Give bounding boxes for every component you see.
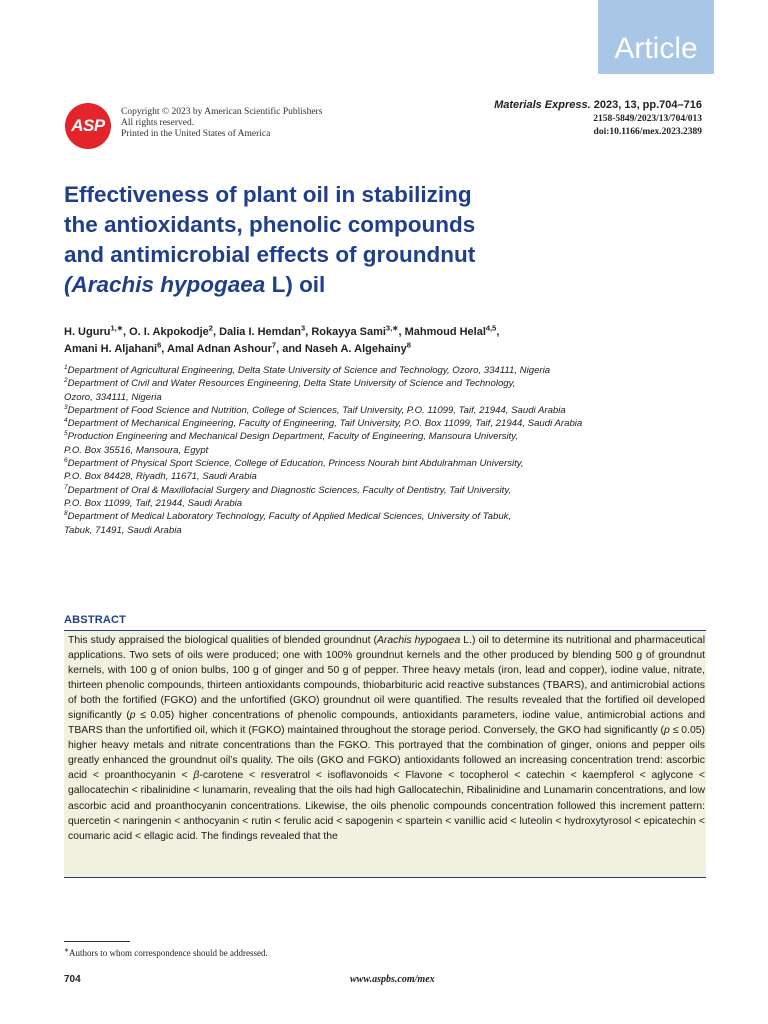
- doi: doi:10.1166/mex.2023.2389: [593, 127, 702, 137]
- author: Mahmoud Helal$^{4,5}$,: [404, 323, 500, 338]
- title-paren-open: (: [64, 272, 72, 297]
- journal-website: www.aspbs.com/mex: [350, 974, 435, 985]
- copyright-notice: [121, 107, 322, 140]
- author: Dalia I. Hemdan$^3$,: [219, 323, 312, 338]
- paper-title: [64, 180, 624, 300]
- abstract-heading: ABSTRACT: [64, 614, 127, 626]
- author: Amani H. Aljahani$^6$,: [64, 340, 167, 355]
- author: Amal Adnan Ashour$^7$, and: [167, 340, 305, 355]
- title-species: Arachis hypogaea: [71, 272, 266, 297]
- author: Naseh A. Algehainy$^8$: [304, 340, 411, 355]
- title-line: Effectiveness of plant oil in stabilizing: [64, 182, 472, 207]
- author: O. I. Akpokodje$^2$,: [129, 323, 220, 338]
- affiliation: $^7$Department of Oral & Maxillofacial Surgery and Diagnostic Sciences, Faculty of Dentistry, Taif University, P.O. Box 11099, Taif, 21944, Saudi Arabia: [64, 483, 512, 509]
- journal-citation: [494, 97, 702, 113]
- issn: 2158-5849/2023/13/704/013: [593, 114, 702, 124]
- affiliation: $^3$Department of Food Science and Nutrition, College of Sciences, Taif University, P.O. 11099, Taif, 21944, Saudi Arabia: [64, 403, 566, 416]
- affiliation: $^6$Department of Physical Sport Science, College of Education, Princess Nourah bint Abdulrahman University, P.O. Box 84428, Riyadh, 11671, Saudi Arabia: [64, 456, 524, 483]
- page-number: 704: [64, 974, 81, 985]
- copyright-line: Copyright © 2023 by American Scientific Publishers: [121, 107, 323, 117]
- affiliation: $^8$Department of Medical Laboratory Technology, Faculty of Applied Medical Sciences, University of Tabuk, Tabuk, 71491, Saudi Arabia: [64, 510, 512, 536]
- author: Rokayya Sami$^{3,∗}$,: [311, 323, 405, 338]
- title-line: the antioxidants, phenolic compounds: [64, 212, 476, 237]
- abstract-text: This study appraised the biological qualities of blended groundnut (Arachis hypogaea L.) oil to determine its nutritional and pharmaceutical applications. Two sets of oils were produced; one with 100% groundnut kernels and the other produced by blending 500 g of groundnut kernels, with 100 g of onion bulbs, 100 g of ginger and 50 g of pepper. Three heavy metals (iron, lead and copper), iodine value, nitrate, thirteen phenolic compounds, thirteen antioxidants compounds, thiobarbituric acid reactive substances (TBARS), and antimicrobial actions of both the fortified (FGKO) and the unfortified (GKO) groundnut oil were quantified. The results revealed that the fortified oil developed significantly (p ≤ 0.05) higher concentrations of phenolic compounds, antioxidants parameters, iodine value, antimicrobial actions and TBARS than the unfortified oil, which it (FGKO) maintained throughout the storage period. Conversely, the GKO had significantly (p ≤ 0.05) higher heavy metals and nitrate concentrations than the FGKO. This portrayed that the combination of ginger, onions and pepper oils greatly enhanced the groundnut oil’s quality. The oils (GKO and FGKO) antioxidants followed an increasing concentration trend: ascorbic acid < proanthocyanin < β-carotene < resveratrol < isoflavonoids < Flavone < tocopherol < catechin < kaempferol < aglycone < gallocatechin < ribalinidine < lunamarin, revealing that the oils had high Gallocatechin, Ribalinidine and Lunamarin concentrations, and low ascorbic acid and proanthocyanin concentrations. Likewise, the oils phenolic compounds concentration followed this increment pattern: quercetin < naringenin < anthocyanin < rutin < ferulic acid < sapogenin < spartein < vanillic acid < luteolin < hydroxytyrosol < epicatechin < coumaric acid < ellagic acid. The findings revealed that the: [68, 635, 705, 842]
- affiliation: $^1$Department of Agricultural Engineering, Delta State University of Science and Technology, Ozoro, 334111, Nigeria: [64, 363, 551, 376]
- affiliation: $^5$Production Engineering and Mechanical Design Department, Faculty of Engineering, Mansoura University, P.O. Box 35516, Mansoura, Egypt: [64, 430, 519, 456]
- journal-info: [494, 97, 702, 138]
- article-type-tab: [598, 0, 714, 74]
- affiliation-list: [64, 364, 714, 537]
- affiliation: $^4$Department of Mechanical Engineering, Faculty of Engineering, Taif University, P.O. Box 11099, Taif, 21944, Saudi Arabia: [64, 417, 583, 430]
- article-type-label: Article: [614, 32, 698, 65]
- publisher-logo: [65, 103, 111, 149]
- footnote: ∗Authors to whom correspondence should be addressed.: [64, 948, 268, 958]
- abstract-box: [64, 630, 706, 878]
- footnote-divider: [64, 941, 130, 942]
- copyright-line: Printed in the United States of America: [121, 129, 271, 139]
- author-list: [64, 324, 704, 358]
- publisher-logo-text: ASP: [71, 116, 105, 135]
- title-line: [64, 270, 624, 300]
- affiliation: $^2$Department of Civil and Water Resources Engineering, Delta State University of Science and Technology, Ozoro, 334111, Nigeria: [64, 377, 516, 403]
- copyright-line: All rights reserved.: [121, 118, 195, 128]
- author: H. Uguru$^{1,∗}$,: [64, 323, 130, 338]
- title-line: and antimicrobial effects of groundnut: [64, 242, 476, 267]
- title-suffix: L) oil: [265, 272, 326, 297]
- journal-issue: 2023, 13, pp.704–716: [593, 99, 702, 111]
- journal-name: Materials Express.: [494, 99, 591, 111]
